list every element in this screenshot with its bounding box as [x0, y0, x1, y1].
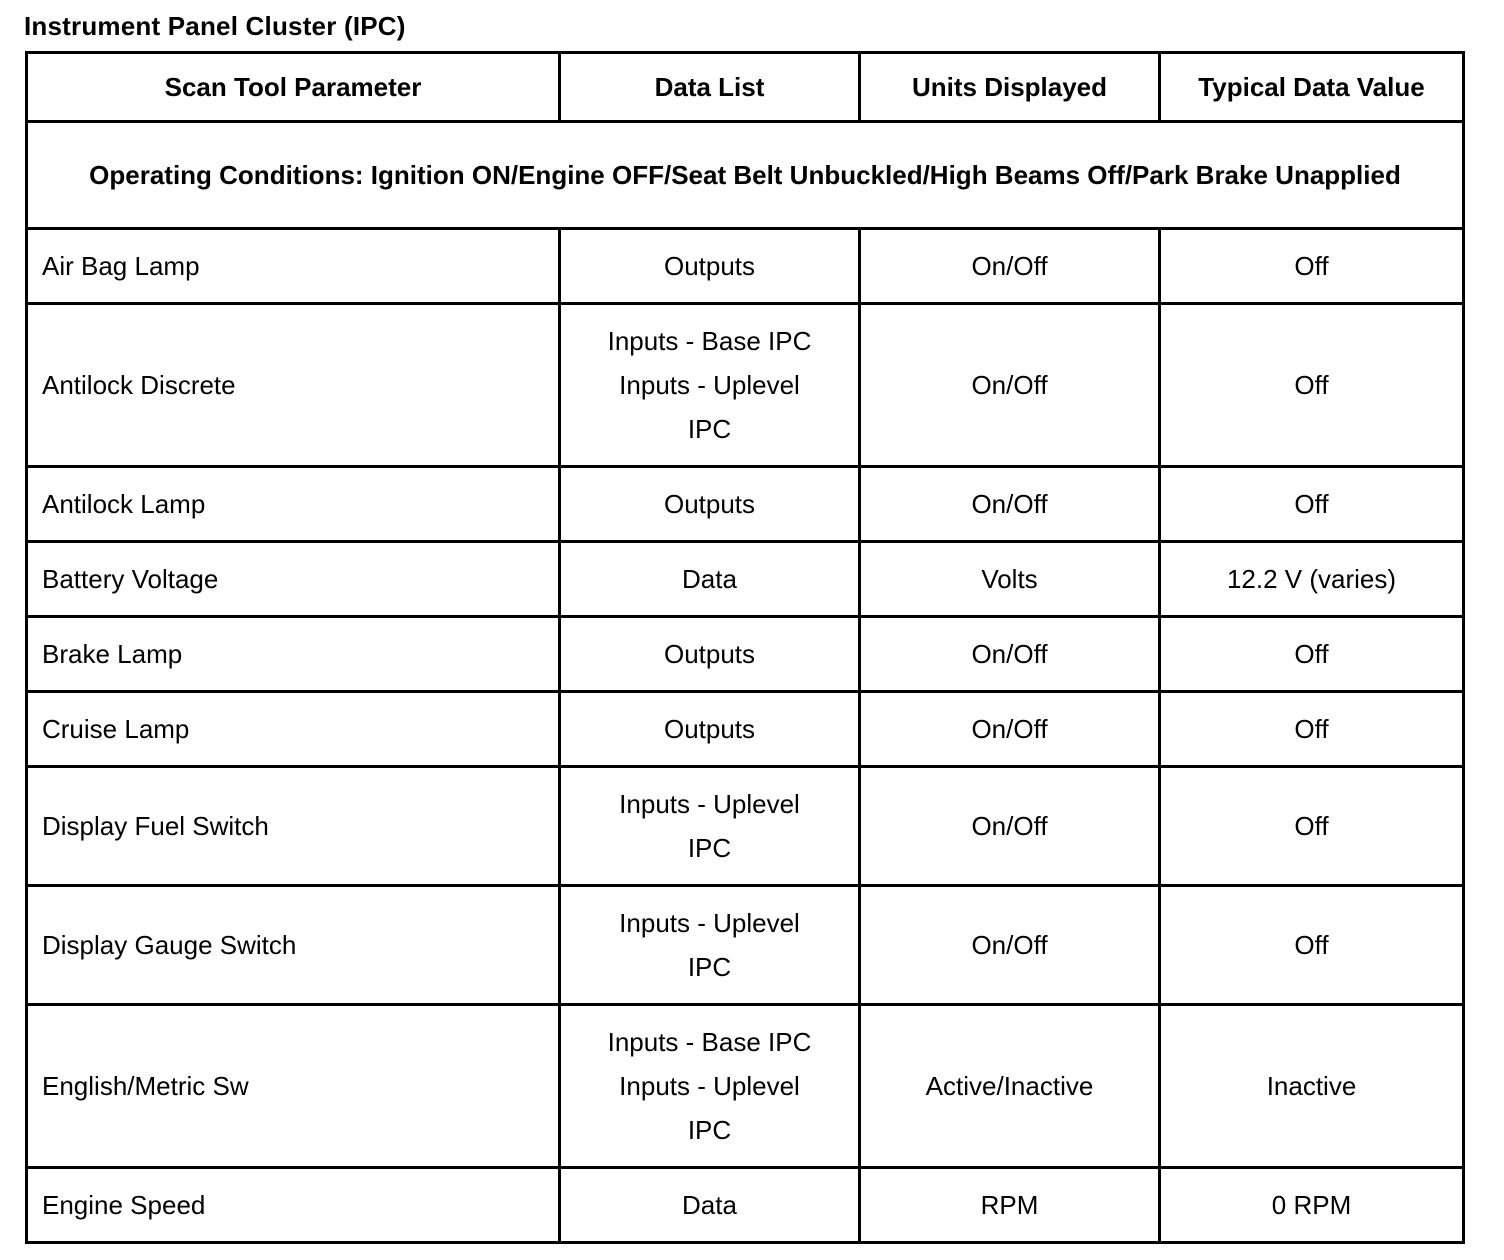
column-header-parameter: Scan Tool Parameter [27, 53, 560, 122]
typical-value-cell: Off [1160, 617, 1464, 692]
data-list-cell [560, 767, 860, 886]
parameter-cell: Display Fuel Switch [27, 767, 560, 886]
parameter-cell: Antilock Discrete [27, 304, 560, 467]
data-list-line: Inputs - Uplevel [619, 1071, 800, 1101]
data-list-line: IPC [687, 1115, 732, 1145]
typical-value-cell: Off [1160, 692, 1464, 767]
typical-value-cell: Off [1160, 467, 1464, 542]
data-list-line: Data [682, 564, 737, 594]
typical-value-cell: 12.2 V (varies) [1160, 542, 1464, 617]
table-row [27, 1005, 1464, 1168]
data-list-line: Outputs [663, 489, 756, 519]
data-list-line: Inputs - Base IPC [607, 1027, 812, 1057]
data-list-cell [560, 1005, 860, 1168]
units-cell: On/Off [860, 467, 1160, 542]
operating-conditions: Operating Conditions: Ignition ON/Engine OFF/Seat Belt Unbuckled/High Beams Off/Park Brake Unapplied [27, 122, 1464, 229]
parameter-cell: Battery Voltage [27, 542, 560, 617]
typical-value-cell: 0 RPM [1160, 1168, 1464, 1243]
typical-value-cell: Off [1160, 886, 1464, 1005]
data-list-cell [560, 229, 860, 304]
table-row [27, 692, 1464, 767]
typical-value-cell: Off [1160, 229, 1464, 304]
units-cell: Active/Inactive [860, 1005, 1160, 1168]
parameter-cell: Air Bag Lamp [27, 229, 560, 304]
parameter-cell: Engine Speed [27, 1168, 560, 1243]
units-cell: Volts [860, 542, 1160, 617]
column-header-units: Units Displayed [860, 53, 1160, 122]
units-cell: On/Off [860, 692, 1160, 767]
table-row [27, 617, 1464, 692]
data-list-line: IPC [687, 952, 732, 982]
table-row [27, 467, 1464, 542]
data-list-cell [560, 304, 860, 467]
parameter-cell: Antilock Lamp [27, 467, 560, 542]
parameter-cell: Cruise Lamp [27, 692, 560, 767]
data-list-cell [560, 692, 860, 767]
table-header-row [27, 53, 1464, 122]
parameter-cell: Brake Lamp [27, 617, 560, 692]
units-cell: On/Off [860, 767, 1160, 886]
table-row [27, 542, 1464, 617]
data-list-line: Inputs - Base IPC [607, 326, 812, 356]
units-cell: On/Off [860, 304, 1160, 467]
table-row [27, 304, 1464, 467]
data-list-line: Outputs [663, 714, 756, 744]
data-list-cell [560, 542, 860, 617]
parameter-cell: Display Gauge Switch [27, 886, 560, 1005]
data-list-line: Outputs [663, 251, 756, 281]
data-list-line: Inputs - Uplevel [619, 789, 800, 819]
typical-value-cell: Off [1160, 767, 1464, 886]
data-list-line: Inputs - Uplevel [619, 908, 800, 938]
parameter-cell: English/Metric Sw [27, 1005, 560, 1168]
table-row [27, 1168, 1464, 1243]
units-cell: On/Off [860, 886, 1160, 1005]
data-list-line: IPC [687, 833, 732, 863]
column-header-typical-value: Typical Data Value [1160, 53, 1464, 122]
column-header-data-list: Data List [560, 53, 860, 122]
data-list-line: Outputs [663, 639, 756, 669]
units-cell: RPM [860, 1168, 1160, 1243]
scan-tool-data-table [25, 51, 1465, 1244]
units-cell: On/Off [860, 229, 1160, 304]
data-list-line: IPC [687, 414, 732, 444]
data-list-line: Inputs - Uplevel [619, 370, 800, 400]
table-row [27, 767, 1464, 886]
operating-conditions-row [27, 122, 1464, 229]
typical-value-cell: Inactive [1160, 1005, 1464, 1168]
data-list-line: Data [682, 1190, 737, 1220]
table-row [27, 229, 1464, 304]
data-list-cell [560, 886, 860, 1005]
units-cell: On/Off [860, 617, 1160, 692]
table-row [27, 886, 1464, 1005]
data-list-cell [560, 1168, 860, 1243]
data-list-cell [560, 467, 860, 542]
typical-value-cell: Off [1160, 304, 1464, 467]
document-title: Instrument Panel Cluster (IPC) [24, 11, 406, 41]
data-list-cell [560, 617, 860, 692]
